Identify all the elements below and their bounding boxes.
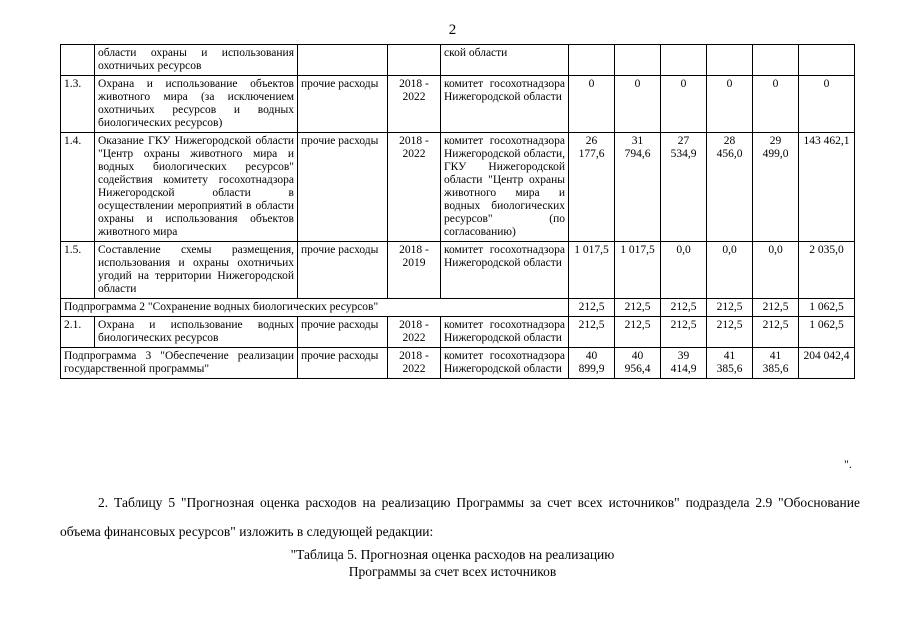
row-period: 2018 - 2022	[388, 348, 441, 379]
row-name: Охрана и использование водных биологических ресурсов	[95, 317, 298, 348]
row-executor: комитет госохотнадзора Нижегородской области	[441, 76, 569, 133]
row-value: 1 017,5	[569, 242, 615, 299]
row-value: 212,5	[615, 317, 661, 348]
row-value: 1 017,5	[615, 242, 661, 299]
row-value: 0	[661, 76, 707, 133]
row-num: 1.4.	[61, 133, 95, 242]
row-value	[707, 45, 753, 76]
row-value: 212,5	[661, 317, 707, 348]
row-value: 212,5	[615, 299, 661, 317]
row-value: 27 534,9	[661, 133, 707, 242]
row-executor: комитет госохотнадзора Нижегородской области, ГКУ Нижегородской области "Центр охраны животного мира и водных биологических ресурсов" (по согласованию)	[441, 133, 569, 242]
row-period	[388, 45, 441, 76]
table5-title	[0, 546, 905, 580]
row-num	[61, 45, 95, 76]
row-executor: комитет госохотнадзора Нижегородской области	[441, 348, 569, 379]
row-period: 2018 - 2022	[388, 76, 441, 133]
row-value	[799, 45, 855, 76]
row-value: 1 062,5	[799, 299, 855, 317]
row-type: прочие расходы	[298, 317, 388, 348]
table5-title-line: Программы за счет всех источников	[348, 564, 557, 579]
row-num: 1.3.	[61, 76, 95, 133]
row-period: 2018 - 2022	[388, 133, 441, 242]
page-number: 2	[448, 22, 457, 38]
row-value: 212,5	[661, 299, 707, 317]
table-row	[61, 45, 855, 76]
row-value: 0,0	[661, 242, 707, 299]
row-value: 0	[707, 76, 753, 133]
table5-title-line: "Таблица 5. Прогнозная оценка расходов на реализацию	[290, 547, 615, 562]
row-value	[661, 45, 707, 76]
row-value: 212,5	[707, 299, 753, 317]
row-value: 1 062,5	[799, 317, 855, 348]
row-type: прочие расходы	[298, 242, 388, 299]
row-executor: комитет госохотнадзора Нижегородской области	[441, 317, 569, 348]
row-value: 29 499,0	[753, 133, 799, 242]
row-value: 40 899,9	[569, 348, 615, 379]
subprogram-row	[61, 348, 855, 379]
row-type	[298, 45, 388, 76]
table-row	[61, 242, 855, 299]
row-type: прочие расходы	[298, 76, 388, 133]
row-value: 143 462,1	[799, 133, 855, 242]
row-num: 2.1.	[61, 317, 95, 348]
closing-quote: ".	[844, 457, 852, 471]
row-value: 41 385,6	[707, 348, 753, 379]
row-value	[753, 45, 799, 76]
subprogram-title: Подпрограмма 2 "Сохранение водных биологических ресурсов"	[61, 299, 569, 317]
row-value: 31 794,6	[615, 133, 661, 242]
expenses-table	[60, 44, 855, 379]
row-value: 28 456,0	[707, 133, 753, 242]
row-value: 212,5	[569, 299, 615, 317]
row-value: 0	[799, 76, 855, 133]
row-name: Составление схемы размещения, использования и охраны охотничьих угодий на территории Нижегородской области	[95, 242, 298, 299]
row-value: 212,5	[753, 317, 799, 348]
row-value: 204 042,4	[799, 348, 855, 379]
row-executor: ской области	[441, 45, 569, 76]
row-value: 0,0	[707, 242, 753, 299]
row-name: области охраны и использования охотничьих ресурсов	[95, 45, 298, 76]
row-period: 2018 - 2022	[388, 317, 441, 348]
subprogram-title: Подпрограмма 3 "Обеспечение реализации государственной программы"	[61, 348, 298, 379]
table-row	[61, 76, 855, 133]
row-value: 0,0	[753, 242, 799, 299]
row-name: Охрана и использование объектов животного мира (за исключением охотничьих ресурсов и водных биологических ресурсов)	[95, 76, 298, 133]
row-value: 39 414,9	[661, 348, 707, 379]
row-period: 2018 - 2019	[388, 242, 441, 299]
row-value: 26 177,6	[569, 133, 615, 242]
row-value	[569, 45, 615, 76]
row-type: прочие расходы	[298, 348, 388, 379]
row-value: 0	[615, 76, 661, 133]
row-executor: комитет госохотнадзора Нижегородской области	[441, 242, 569, 299]
row-value: 0	[753, 76, 799, 133]
row-value: 2 035,0	[799, 242, 855, 299]
row-value: 212,5	[707, 317, 753, 348]
row-value: 212,5	[569, 317, 615, 348]
row-value: 41 385,6	[753, 348, 799, 379]
row-num: 1.5.	[61, 242, 95, 299]
amendment-paragraph: 2. Таблицу 5 "Прогнозная оценка расходов на реализацию Программы за счет всех источников" подраздела 2.9 "Обоснование объема финансовых ресурсов" изложить в следующей редакции:	[60, 494, 860, 539]
row-value: 0	[569, 76, 615, 133]
row-name: Оказание ГКУ Нижегородской области "Центр охраны животного мира и водных биологических ресурсов" содействия комитету госохотнадзора Нижегородской области в осуществлении мероприятий в области охраны и использования объектов животного мира	[95, 133, 298, 242]
table-row	[61, 317, 855, 348]
row-type: прочие расходы	[298, 133, 388, 242]
table-row	[61, 133, 855, 242]
subprogram-row	[61, 299, 855, 317]
row-value: 212,5	[753, 299, 799, 317]
row-value: 40 956,4	[615, 348, 661, 379]
row-value	[615, 45, 661, 76]
